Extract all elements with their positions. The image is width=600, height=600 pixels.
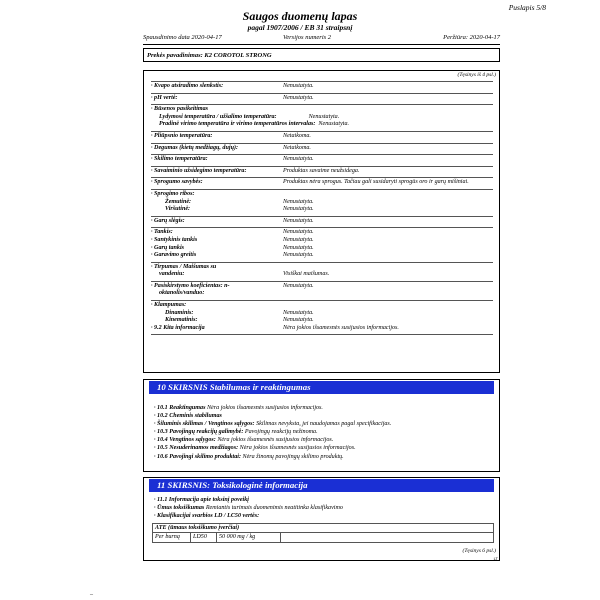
melting-value: Nenustatyta. (308, 113, 340, 120)
section10-line: · 10.1 Reaktingumas Nėra jokios išsamesnės susijusios informacijos. (154, 405, 323, 411)
dynamic-viscosity-value: Nenustatyta. (283, 309, 314, 316)
revision-date: Peržiūra: 2020-04-17 (443, 34, 500, 41)
table-row (153, 533, 493, 542)
property-block (151, 262, 493, 281)
vapour-pressure-value: Nenustatyta. (283, 217, 314, 224)
document-title: Saugos duomenų lapas (242, 9, 358, 23)
relative-density-label: · Santykinis tankis (151, 236, 198, 243)
vapour-density-value: Nenustatyta. (283, 244, 314, 251)
property-block (151, 93, 493, 105)
state-change-heading: · Būsenos pasikeitimas (151, 106, 209, 113)
property-block (151, 104, 493, 131)
meta-divider (143, 44, 500, 45)
page-number: Puslapis 5/8 (508, 3, 546, 12)
solubility-label-line2: vandeniu: (159, 271, 185, 278)
continued-on: (Tęsinys 6 psl.) (462, 548, 496, 554)
kinematic-viscosity-value: Nenustatyta. (283, 317, 314, 324)
section10-line: · 10.3 Pavojingų reakcijų galimybė: Pavojingų reakcijų nežinoma. (154, 429, 318, 436)
partition-value: Nenustatyta. (283, 282, 314, 289)
explosion-limits-heading: · Sprogimo ribos: (151, 190, 195, 197)
version-number: Versijos numeris 2 (283, 34, 332, 41)
autoignition-label: · Savaiminio užsidegimo temperatūra: (151, 167, 247, 174)
section11-line: · Ūmus toksiškumas Remiantis turimais duomenimis neatitinka klasifikavimo (154, 505, 343, 512)
continued-from: (Tęsinys iš 4 psl.) (457, 72, 496, 78)
solubility-value: Visiškai maišumas. (283, 271, 330, 278)
upper-limit-label: Viršutinė: (165, 206, 191, 213)
print-date: Spausdinimo data 2020-04-17 (143, 34, 222, 41)
other-info-label: · 9.2 Kita informacija (151, 324, 205, 331)
type-cell: LD50 (191, 533, 217, 542)
language-code: LT (493, 556, 498, 561)
lower-limit-value: Nenustatyta. (283, 198, 314, 205)
explosive-value: Produktas nėra sprogus. Tačiau gali susidaryti sprogūs oro ir garų mišiniai. (283, 179, 469, 186)
relative-density-value: Nenustatyta. (283, 236, 314, 243)
odour-threshold-label: · Kvapo atsiradimo slenkstis: (151, 83, 224, 89)
property-block (151, 81, 493, 93)
toxicity-table-header: ATE (ūmaus toksiškumo įverčiai) (153, 524, 493, 533)
section10-title: 10 SKIRSNIS Stabilumas ir reaktingumas (149, 381, 494, 394)
section10-line: · 10.5 Nesuderinamos medžiagos: Nėra jokios išsamesnės susijusios informacijos. (154, 445, 356, 452)
vapour-pressure-label: · Garų slėgis: (151, 217, 185, 224)
density-value: Nenustatyta. (283, 229, 314, 236)
meta-row (143, 34, 500, 42)
section10-line: · 10.4 Vengtinos sąlygos: Nėra jokios išsamesnės susijusios informacijos. (154, 437, 334, 444)
property-block (151, 131, 493, 143)
section10-line: · 10.2 Cheminis stabilumas (154, 413, 222, 420)
property-block (151, 143, 493, 155)
flash-point-value: Netaikoma. (283, 132, 311, 139)
evaporation-rate-value: Nenustatyta. (283, 252, 314, 259)
document-subtitle: pagal 1907/2006 / EB 31 straipsnį (247, 23, 353, 32)
other-info-value: Nėra jokios išsamesnės susijusios informacijos. (283, 324, 399, 331)
section11-content (154, 496, 494, 520)
explosive-label: · Sprogumo savybės: (151, 179, 203, 186)
route-cell: Per burną (153, 533, 191, 542)
boiling-label: Pradinė virimo temperatūra ir virimo temperatūros intervalas: (159, 121, 316, 128)
ph-label: · pH vertė: (151, 94, 178, 101)
flammability-value: Netaikoma. (283, 144, 311, 151)
property-block (151, 189, 493, 216)
lower-limit-label: Žemutinė: (165, 198, 192, 205)
upper-limit-value: Nenustatyta. (283, 206, 314, 213)
dynamic-viscosity-label: Dinaminis: (165, 309, 194, 316)
properties-table (151, 81, 493, 335)
vapour-density-label: · Garų tankis (151, 244, 185, 251)
decomposition-value: Nenustatyta. (283, 156, 314, 163)
property-block (151, 227, 493, 261)
product-name: Prekės pavadinimas: K2 COROTOL STRONG (143, 48, 500, 62)
section10-line: · Šiluminis skilimas / Vengtinos sąlygos: Skilimas nevyksta, jei naudojamas pagal specifikacijas. (154, 421, 392, 428)
flash-point-label: · Pliūpsnio temperatūra: (151, 132, 213, 139)
section10-line: · 10.6 Pavojingi skilimo produktai: Nėra žinomų pavojingų skilimo produktų. (154, 453, 344, 460)
solubility-label-line1: · Tirpumas / Maišumas su (151, 263, 217, 270)
viscosity-heading: · Klampumas: (151, 302, 187, 309)
property-block (151, 154, 493, 166)
ph-value: Nenustatyta. (283, 94, 314, 101)
section11-line: · Klasifikacijai svarbios LD / LC50 vertės: (154, 513, 260, 520)
section11-title: 11 SKIRSNIS: Toksikologinė informacija (149, 479, 494, 492)
partition-label-line1: · Pasiskirstymo koeficientas: n- (151, 282, 230, 289)
property-block (151, 166, 493, 178)
autoignition-value: Produktas savaime neužsidega. (283, 167, 360, 174)
bottom-mark: – (90, 592, 93, 598)
partition-label-line2: oktanolis/vanduo: (159, 290, 205, 297)
decomposition-label: · Skilimo temperatūra: (151, 156, 208, 163)
melting-label: Lydymosi temperatūra / užšalimo temperatūra: (159, 113, 277, 120)
odour-threshold-value: Nenustatyta. (283, 83, 314, 89)
density-label: · Tankis: (151, 229, 173, 236)
flammability-label: · Degumas (kietų medžiagų, dujų): (151, 144, 239, 151)
kinematic-viscosity-label: Kinematinis: (165, 317, 198, 324)
property-block (151, 177, 493, 189)
evaporation-rate-label: · Garavimo greitis (151, 252, 197, 259)
section11-line: · 11.1 Informacija apie toksinį poveikį (154, 497, 249, 503)
value-cell: 50 000 mg / kg (217, 533, 281, 542)
property-block (151, 300, 493, 335)
property-block (151, 281, 493, 300)
boiling-value: Nenustatyta. (318, 121, 350, 128)
property-block (151, 216, 493, 228)
section10-content (154, 404, 494, 461)
toxicity-table (152, 523, 494, 543)
document-header (144, 10, 456, 32)
